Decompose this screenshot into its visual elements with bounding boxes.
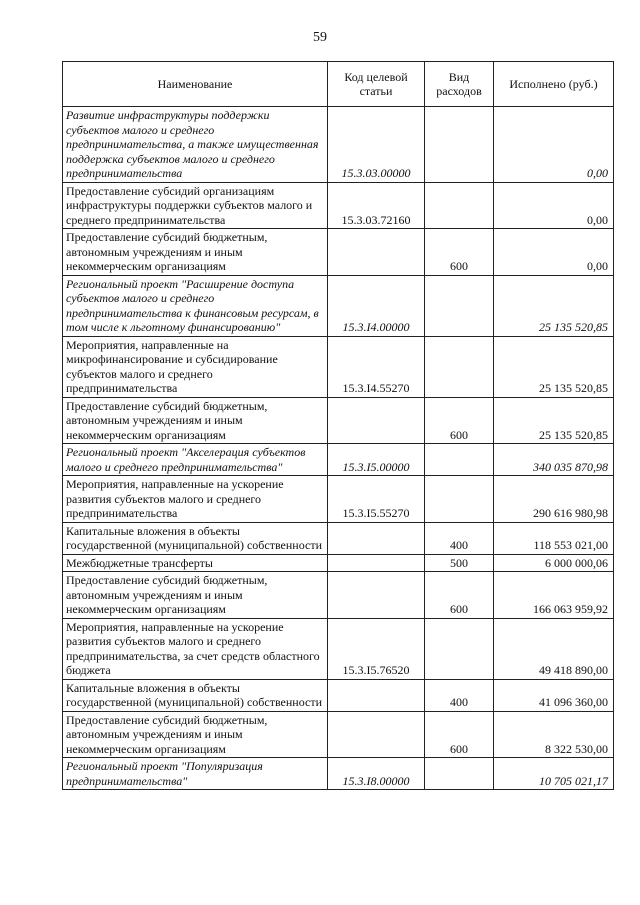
cell-kind: 400 — [425, 679, 494, 711]
cell-code: 15.3.I4.00000 — [328, 275, 425, 336]
table-row — [63, 107, 614, 183]
cell-code — [328, 554, 425, 572]
cell-kind — [425, 444, 494, 476]
cell-name: Мероприятия, направленные на микрофинансирование и субсидирование субъектов малого и среднего предпринимательства — [63, 336, 328, 397]
cell-amount: 118 553 021,00 — [494, 522, 614, 554]
table-row — [63, 336, 614, 397]
cell-amount: 6 000 000,06 — [494, 554, 614, 572]
header-name: Наименование — [63, 62, 328, 107]
cell-name: Региональный проект "Популяризация предпринимательства" — [63, 758, 328, 790]
cell-amount: 340 035 870,98 — [494, 444, 614, 476]
table-row — [63, 554, 614, 572]
cell-kind — [425, 618, 494, 679]
table-row — [63, 522, 614, 554]
cell-name: Мероприятия, направленные на ускорение развития субъектов малого и среднего предпринимательства — [63, 476, 328, 523]
table-header-row — [63, 62, 614, 107]
cell-kind: 500 — [425, 554, 494, 572]
cell-name: Капитальные вложения в объекты государственной (муниципальной) собственности — [63, 679, 328, 711]
cell-code — [328, 572, 425, 619]
cell-code: 15.3.I5.55270 — [328, 476, 425, 523]
cell-name: Капитальные вложения в объекты государственной (муниципальной) собственности — [63, 522, 328, 554]
table-row — [63, 275, 614, 336]
cell-code — [328, 397, 425, 444]
table-row — [63, 758, 614, 790]
page-number: 59 — [313, 30, 327, 45]
cell-name: Межбюджетные трансферты — [63, 554, 328, 572]
cell-name: Предоставление субсидий бюджетным, автономным учреждениям и иным некоммерческим организациям — [63, 711, 328, 758]
cell-code: 15.3.I5.00000 — [328, 444, 425, 476]
cell-amount: 49 418 890,00 — [494, 618, 614, 679]
cell-name: Региональный проект "Расширение доступа субъектов малого и среднего предпринимательства к финансовым ресурсам, в том числе к льготному финансированию" — [63, 275, 328, 336]
cell-name: Предоставление субсидий организациям инфраструктуры поддержки субъектов малого и среднего предпринимательства — [63, 182, 328, 229]
cell-kind — [425, 107, 494, 183]
table-row — [63, 476, 614, 523]
cell-kind: 600 — [425, 711, 494, 758]
cell-name: Региональный проект "Акселерация субъектов малого и среднего предпринимательства" — [63, 444, 328, 476]
header-kind: Вид расходов — [425, 62, 494, 107]
cell-kind: 400 — [425, 522, 494, 554]
cell-amount: 25 135 520,85 — [494, 275, 614, 336]
cell-code — [328, 522, 425, 554]
cell-name: Предоставление субсидий бюджетным, автономным учреждениям и иным некоммерческим организациям — [63, 397, 328, 444]
cell-amount: 0,00 — [494, 182, 614, 229]
cell-name: Предоставление субсидий бюджетным, автономным учреждениям и иным некоммерческим организациям — [63, 229, 328, 276]
table-row — [63, 444, 614, 476]
cell-code — [328, 229, 425, 276]
cell-code: 15.3.I4.55270 — [328, 336, 425, 397]
cell-kind — [425, 275, 494, 336]
cell-code — [328, 679, 425, 711]
table-row — [63, 618, 614, 679]
cell-amount: 0,00 — [494, 229, 614, 276]
cell-code: 15.3.I5.76520 — [328, 618, 425, 679]
cell-code: 15.3.03.72160 — [328, 182, 425, 229]
cell-amount: 25 135 520,85 — [494, 397, 614, 444]
cell-code — [328, 711, 425, 758]
table-row — [63, 397, 614, 444]
cell-code: 15.3.03.00000 — [328, 107, 425, 183]
table-row — [63, 572, 614, 619]
cell-amount: 41 096 360,00 — [494, 679, 614, 711]
header-code: Код целевой статьи — [328, 62, 425, 107]
table-body — [63, 107, 614, 790]
cell-amount: 8 322 530,00 — [494, 711, 614, 758]
cell-amount: 166 063 959,92 — [494, 572, 614, 619]
cell-name: Мероприятия, направленные на ускорение развития субъектов малого и среднего предпринимательства, за счет средств областного бюджета — [63, 618, 328, 679]
header-amount: Исполнено (руб.) — [494, 62, 614, 107]
table-row — [63, 182, 614, 229]
table-row — [63, 711, 614, 758]
cell-name: Развитие инфраструктуры поддержки субъектов малого и среднего предпринимательства, а также имущественная поддержка субъектов малого и среднего предпринимательства — [63, 107, 328, 183]
cell-kind — [425, 336, 494, 397]
cell-name: Предоставление субсидий бюджетным, автономным учреждениям и иным некоммерческим организациям — [63, 572, 328, 619]
cell-code: 15.3.I8.00000 — [328, 758, 425, 790]
cell-kind: 600 — [425, 397, 494, 444]
table-row — [63, 229, 614, 276]
cell-amount: 0,00 — [494, 107, 614, 183]
cell-amount: 25 135 520,85 — [494, 336, 614, 397]
budget-table — [62, 61, 614, 790]
cell-kind — [425, 758, 494, 790]
cell-kind: 600 — [425, 572, 494, 619]
cell-kind: 600 — [425, 229, 494, 276]
cell-amount: 10 705 021,17 — [494, 758, 614, 790]
cell-amount: 290 616 980,98 — [494, 476, 614, 523]
cell-kind — [425, 476, 494, 523]
cell-kind — [425, 182, 494, 229]
table-row — [63, 679, 614, 711]
